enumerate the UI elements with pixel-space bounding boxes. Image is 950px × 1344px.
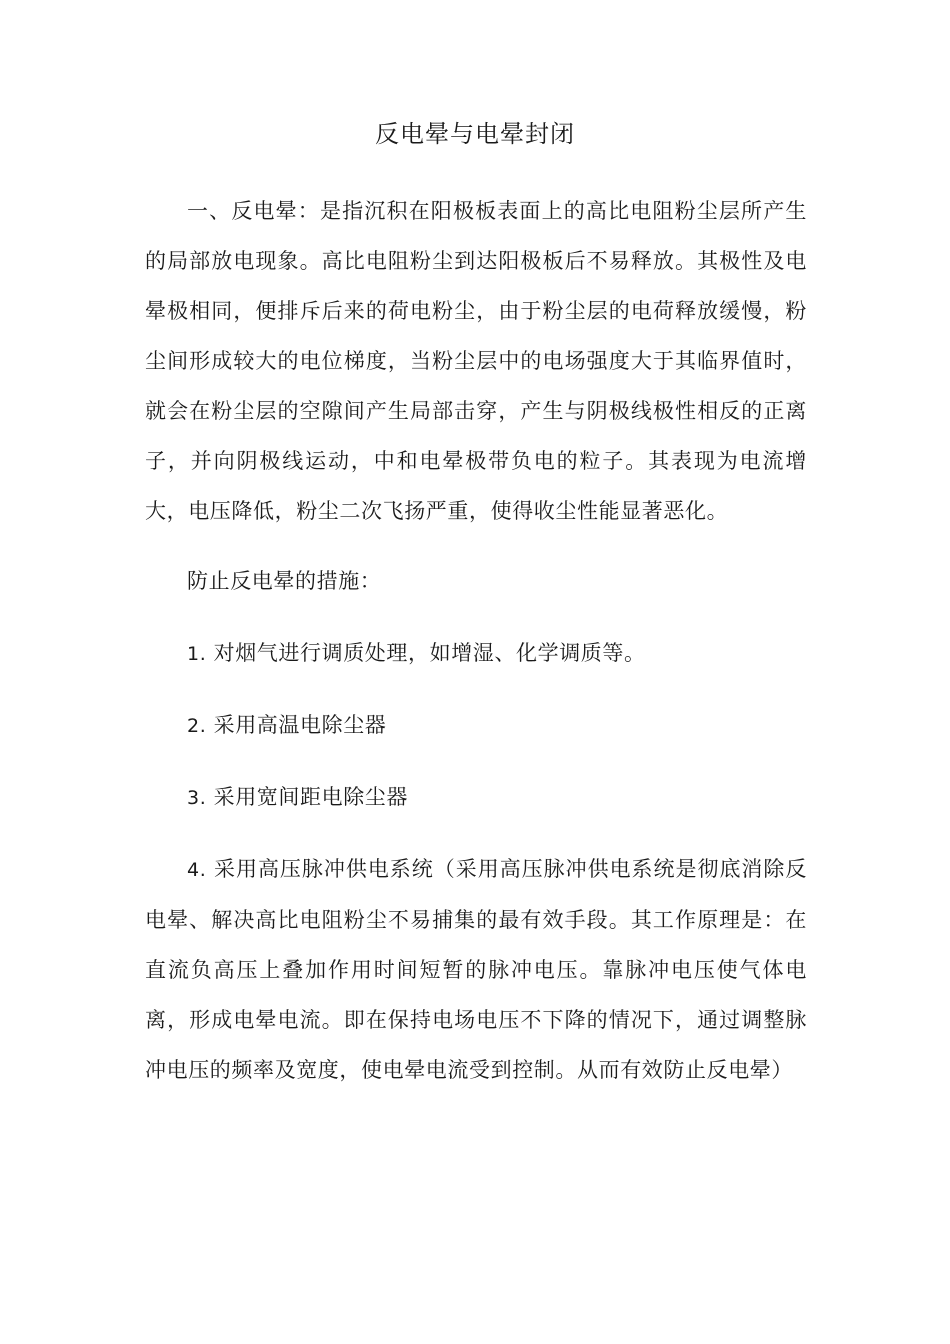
measure-text: 采用高压脉冲供电系统（采用高压脉冲供电系统是彻底消除反电晕、解决高比电阻粉尘不易捕集的最有效手段。其工作原理是：在直流负高压上叠加作用时间短暂的脉冲电压。靠脉冲电压使气体电离，形成电晕电流。即在保持电场电压不下降的情况下，通过调整脉冲电压的频率及宽度，使电晕电流受到控制。从而有效防止反电晕） bbox=[145, 857, 807, 1082]
paragraph-measures-heading: 防止反电晕的措施： bbox=[187, 569, 382, 593]
measure-number: 1. bbox=[187, 643, 207, 665]
measure-number: 3. bbox=[187, 787, 207, 809]
measure-number: 4. bbox=[187, 859, 207, 881]
measure-item-3 bbox=[145, 772, 807, 823]
measure-text: 对烟气进行调质处理，如增湿、化学调质等。 bbox=[213, 641, 646, 665]
measure-number: 2. bbox=[187, 715, 207, 737]
measure-item-1 bbox=[145, 628, 807, 679]
measure-item-2 bbox=[145, 700, 807, 751]
measure-text: 采用宽间距电除尘器 bbox=[213, 785, 409, 809]
measure-item-4 bbox=[145, 844, 807, 1095]
measure-text: 采用高温电除尘器 bbox=[213, 713, 387, 737]
page-title: 反电晕与电晕封闭 bbox=[375, 120, 575, 148]
paragraph-back-corona-definition: 一、反电晕：是指沉积在阳极板表面上的高比电阻粉尘层所产生的局部放电现象。高比电阻粉尘到达阳极板后不易释放。其极性及电晕极相同，便排斥后来的荷电粉尘，由于粉尘层的电荷释放缓慢，粉尘间形成较大的电位梯度，当粉尘层中的电场强度大于其临界值时，就会在粉尘层的空隙间产生局部击穿，产生与阴极线极性相反的正离子，并向阴极线运动，中和电晕极带负电的粒子。其表现为电流增大，电压降低，粉尘二次飞扬严重，使得收尘性能显著恶化。 bbox=[145, 199, 807, 523]
